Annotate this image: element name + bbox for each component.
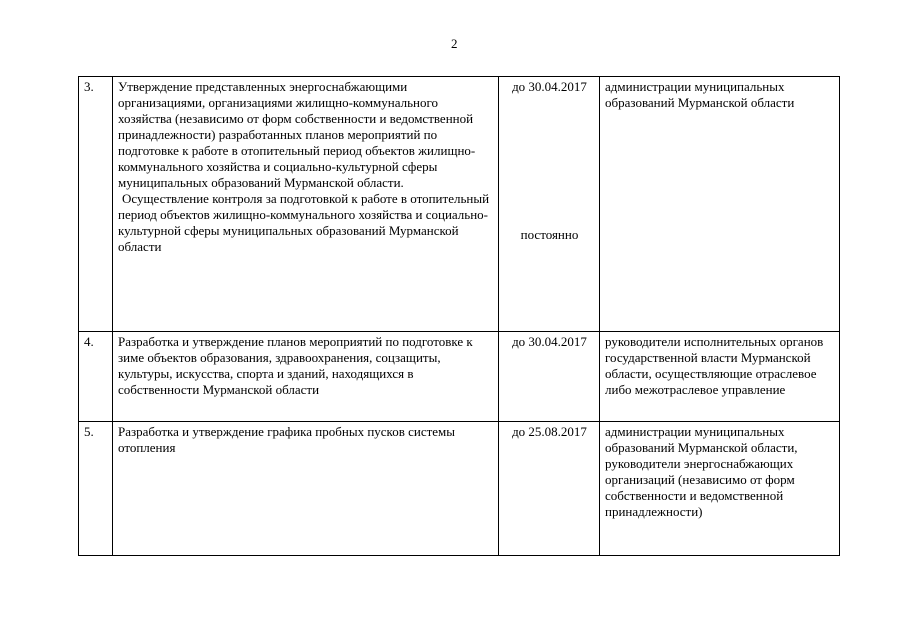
activity-text: Осуществление контроля за подготовкой к работе в отопительный период объектов жилищно-коммунального хозяйства и социально-культурной сферы муниципальных образований Мурманской области (118, 191, 490, 254)
table-row (79, 422, 840, 556)
responsible-cell: администрации муниципальных образований Мурманской области (600, 77, 840, 332)
page-number: 2 (451, 36, 458, 51)
row-number: 3. (79, 77, 113, 332)
row-number: 5. (79, 422, 113, 556)
measures-table (78, 76, 840, 556)
activity-cell: Разработка и утверждение графика пробных пусков системы отопления (113, 422, 499, 556)
term-text: постоянно (520, 227, 579, 242)
row-number: 4. (79, 332, 113, 422)
table-row (79, 77, 840, 332)
activity-cell (113, 77, 499, 332)
responsible-cell: администрации муниципальных образований Мурманской области, руководители энергоснабжающих организаций (независимо от форм собственности и ведомственной принадлежности) (600, 422, 840, 556)
activity-cell: Разработка и утверждение планов мероприятий по подготовке к зиме объектов образования, здравоохранения, соцзащиты, культуры, искусства, спорта и зданий, находящихся в собственности Мурманской области (113, 332, 499, 422)
table-row (79, 332, 840, 422)
term-text: до 30.04.2017 (512, 79, 587, 94)
term-cell (499, 77, 600, 332)
activity-text: Утверждение представленных энергоснабжающими организациями, организациями жилищно-коммунального хозяйства (независимо от форм собственности и ведомственной принадлежности) разработанных планов мероприятий по подготовке к работе в отопительный период объектов жилищно-коммунального хозяйства и социально-культурной сферы муниципальных образований Мурманской области. (118, 79, 476, 190)
term-cell: до 30.04.2017 (499, 332, 600, 422)
responsible-cell: руководители исполнительных органов государственной власти Мурманской области, осуществляющие отраслевое либо межотраслевое управление (600, 332, 840, 422)
term-cell: до 25.08.2017 (499, 422, 600, 556)
